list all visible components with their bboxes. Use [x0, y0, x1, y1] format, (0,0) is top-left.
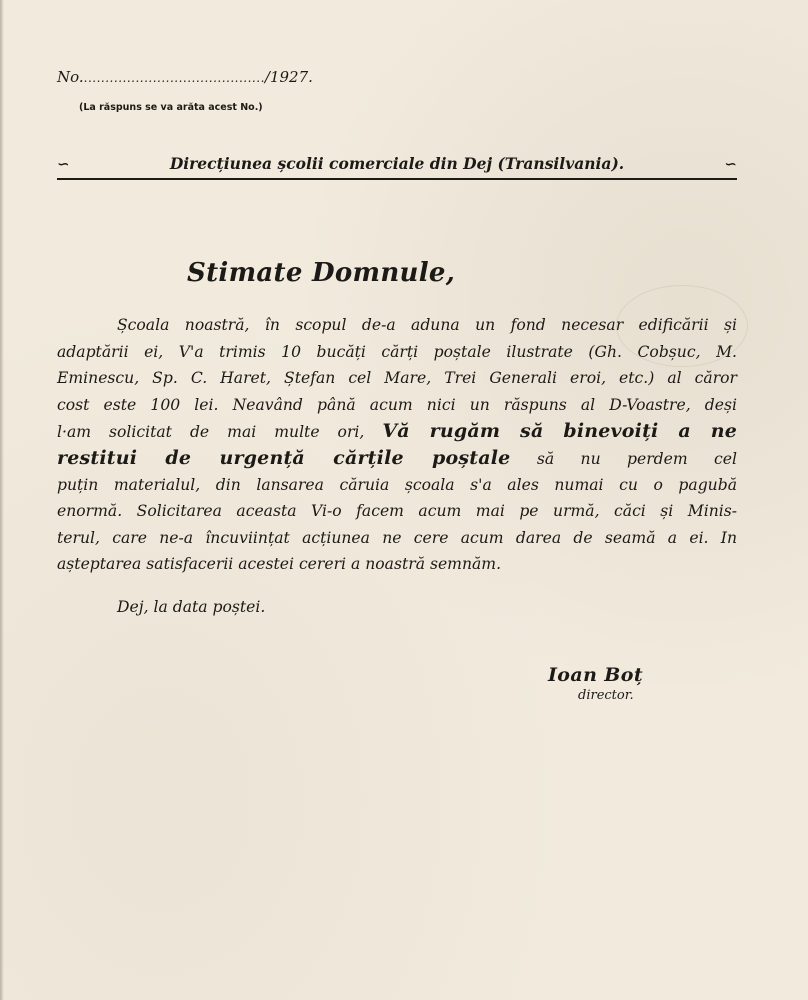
- body-line: enormă. Solicitarea aceasta Vi-o facem acum mai pe urmă, căci și Minis-: [57, 502, 737, 521]
- institution-header: [57, 154, 737, 173]
- date-line: Dej, la data poștei.: [117, 598, 266, 616]
- header-rule: [57, 178, 737, 180]
- institution-name: Direcțiunea școlii comerciale din Dej (Transilvania).: [169, 154, 625, 173]
- reference-number-label: No.: [57, 68, 84, 86]
- body-line: [57, 445, 737, 472]
- reference-number-blank: ..........................................: [83, 71, 265, 85]
- body-line: Eminescu, Sp. C. Haret, Ștefan cel Mare, Trei Generali eroi, etc.) al căror: [57, 369, 737, 388]
- reference-number-line: [57, 68, 313, 86]
- flourish-right-icon: ∽: [724, 154, 737, 173]
- body-line: Școala noastră, în scopul de-a aduna un fond necesar edificării și: [117, 316, 737, 334]
- body-line: terul, care ne-a încuviințat acțiunea ne cere acum darea de seamă a ei. In: [57, 528, 737, 547]
- request-emphasis: Vă rugăm să binevoiți a ne: [382, 420, 737, 443]
- body-line: așteptarea satisfacerii acestei cereri a noastră semnăm.: [57, 555, 502, 574]
- body-line: puțin materialul, din lansarea căruia școala s'a ales numai cu o pagubă: [57, 475, 737, 494]
- request-emphasis: restitui de urgență cărțile poștale: [57, 446, 511, 469]
- body-line-part: să nu perdem cel: [536, 449, 737, 468]
- body-line-part: l·am solicitat de mai multe ori,: [57, 423, 365, 442]
- body-line: adaptării ei, V'a trimis 10 bucăți cărți poștale ilustrate (Gh. Cobșuc, M.: [57, 342, 737, 361]
- signatory-title: director.: [578, 688, 634, 703]
- page-edge-shadow: [0, 0, 4, 1000]
- reply-note: (La răspuns se va arăta acest No.): [79, 102, 263, 113]
- letter-greeting: Stimate Domnule,: [187, 258, 456, 288]
- reference-number-year: /1927.: [264, 68, 313, 86]
- flourish-left-icon: ∽: [57, 154, 70, 173]
- body-line: cost este 100 lei. Neavând până acum nici un răspuns al D-Voastre, deși: [57, 395, 737, 414]
- signatory-name: Ioan Boț: [548, 664, 644, 686]
- letter-body: [57, 312, 737, 578]
- body-line: [57, 418, 737, 445]
